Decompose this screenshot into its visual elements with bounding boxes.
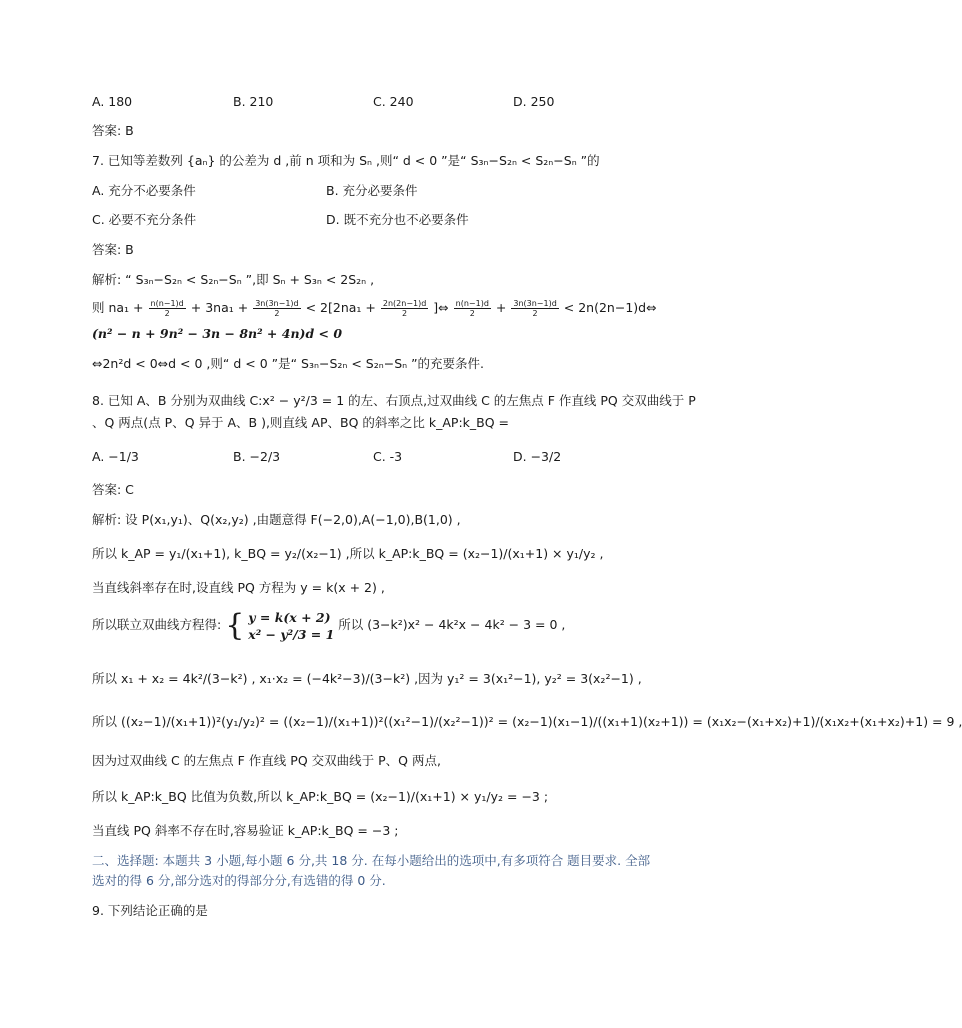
q8-solution-line3: 当直线斜率存在时,设直线 PQ 方程为 y = k(x + 2) , [92,580,385,595]
q7-frac4: $\frac{n(n-1)d}{2}$ [455,299,489,318]
q6-option-b: B. 210 [233,94,274,109]
q6-option-a: A. 180 [92,94,133,109]
q7-sol2-d: ]⇔ [433,300,449,315]
q7-solution-line4: ⇔2n²d < 0⇔d < 0 ,则“ d < 0 ”是“ S₃ₙ−S₂ₙ < S₂ₙ−Sₙ ”的充要条件. [92,356,485,371]
section2-heading-line1: 二、选择题: 本题共 3 小题,每小题 6 分,共 18 分. 在每小题给出的选项中,有多项符合 题目要求. 全部 [92,853,651,868]
system-brace-icon: { [225,607,245,643]
q6-option-d: D. 250 [513,94,555,109]
q7-option-c: C. 必要不充分条件 [92,212,197,227]
section2-heading-line2: 选对的得 6 分,部分选对的得部分分,有选错的得 0 分. [92,873,386,888]
q7-sol2-f: < 2n(2n−1)d⇔ [563,300,657,315]
q8-s4-prefix: 所以联立双曲线方程得: [92,617,222,632]
q7-solution-line1: 解析: “ S₃ₙ−S₂ₙ < S₂ₙ−Sₙ ”,即 Sₙ + S₃ₙ < 2S₂ₙ , [92,272,375,287]
equation-1: y = k(x + 2) [248,609,331,625]
q7-frac1: $\frac{n(n-1)d}{2}$ [150,299,184,318]
equation-system [248,609,334,643]
q7-option-a: A. 充分不必要条件 [92,183,196,198]
q8-solution-line2: 所以 k_AP = y₁/(x₁+1), k_BQ = y₂/(x₂−1) ,所以 k_AP:k_BQ = (x₂−1)/(x₁+1) × y₁/y₂ , [92,546,604,561]
q8-solution-line7: 因为过双曲线 C 的左焦点 F 作直线 PQ 交双曲线于 P、Q 两点, [92,753,441,768]
q7-solution-line3: (n² − n + 9n² − 3n − 8n² + 4n)d < 0 [92,326,343,341]
q6-option-c: C. 240 [373,94,414,109]
q8-option-b: B. −2/3 [233,449,281,464]
q9-stem: 9. 下列结论正确的是 [92,903,208,918]
q8-option-a: A. −1/3 [92,449,139,464]
q8-solution-line4 [92,608,565,643]
q8-stem-line1: 8. 已知 A、B 分别为双曲线 C:x² − y²/3 = 1 的左、右顶点,过双曲线 C 的左焦点 F 作直线 PQ 交双曲线于 P [92,393,696,408]
q7-answer: 答案: B [92,242,134,257]
q8-solution-line8: 所以 k_AP:k_BQ 比值为负数,所以 k_AP:k_BQ = (x₂−1)/(x₁+1) × y₁/y₂ = −3 ; [92,789,549,804]
q8-answer: 答案: C [92,482,134,497]
q7-sol2-c: < 2[2na₁ + [305,300,376,315]
q8-solution-line1: 解析: 设 P(x₁,y₁)、Q(x₂,y₂) ,由题意得 F(−2,0),A(−1,0),B(1,0) , [92,512,461,527]
q7-sol2-b: + 3na₁ + [190,300,249,315]
q8-solution-line9: 当直线 PQ 斜率不存在时,容易验证 k_AP:k_BQ = −3 ; [92,823,399,838]
q7-frac5: $\frac{3n(3n-1)d}{2}$ [513,299,557,318]
q7-frac3: $\frac{2n(2n-1)d}{2}$ [382,299,427,318]
q8-stem-line2: 、Q 两点(点 P、Q 异于 A、B ),则直线 AP、BQ 的斜率之比 k_AP:k_BQ = [92,415,509,430]
q7-frac2: $\frac{3n(3n-1)d}{2}$ [255,299,299,318]
q7-sol2-a: 则 na₁ + [92,300,144,315]
q7-option-b: B. 充分必要条件 [326,183,418,198]
equation-2: x² − y²/3 = 1 [248,626,335,642]
q7-stem: 7. 已知等差数列 {aₙ} 的公差为 d ,前 n 项和为 Sₙ ,则“ d < 0 ”是“ S₃ₙ−S₂ₙ < S₂ₙ−Sₙ ”的 [92,153,600,168]
q8-solution-line5: 所以 x₁ + x₂ = 4k²/(3−k²) , x₁·x₂ = (−4k²−3)/(3−k²) ,因为 y₁² = 3(x₁²−1), y₂² = 3(x₂²−1) , [92,671,642,686]
q8-s4-suffix: 所以 (3−k²)x² − 4k²x − 4k² − 3 = 0 , [338,617,566,632]
q7-sol2-e: + [495,300,507,315]
q8-solution-line6: 所以 ((x₂−1)/(x₁+1))²(y₁/y₂)² = ((x₂−1)/(x₁+1))²((x₁²−1)/(x₂²−1))² = (x₂−1)(x₁−1)/((x₁+1)(x₂+1)) = (x₁x₂−(x₁+x₂)+1)/(x₁x₂+(x₁+x₂)+1) = 9 , [92,714,962,729]
q7-option-d: D. 既不充分也不必要条件 [326,212,469,227]
q8-option-c: C. -3 [373,449,403,464]
q7-solution-line2 [92,299,657,318]
q6-answer: 答案: B [92,123,134,138]
q8-option-d: D. −3/2 [513,449,562,464]
